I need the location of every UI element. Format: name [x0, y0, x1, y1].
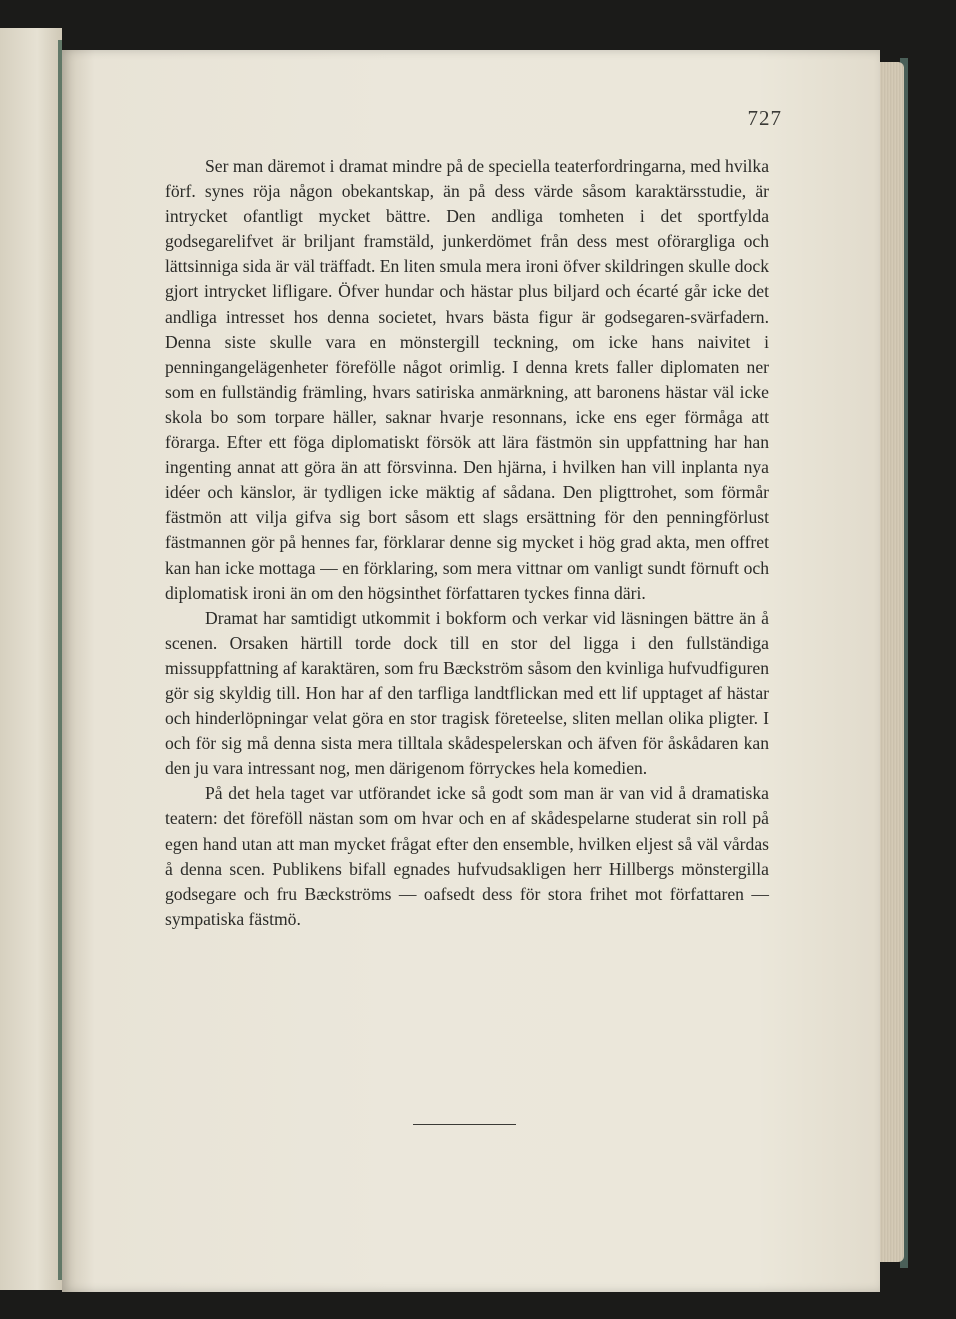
- section-end-rule: [413, 1124, 516, 1125]
- stacked-page-edges: [878, 62, 904, 1262]
- paragraph-1: Ser man däremot i dramat mindre på de speciella teaterfordringarna, med hvilka förf. synes röja någon obekantskap, än på dess värde såsom karaktärsstudie, är intrycket ofantligt mycket bättre. Den andliga tomheten i det sportfylda godsegarelifvet är briljant framstäld, junkerdömet från dess mest oförargliga och lättsinniga sida är väl träffadt. En liten smula mera ironi öfver skildringen skulle dock gjort intrycket lifligare. Öfver hundar och hästar plus biljard och écarté går icke det andliga intresset hos denna societet, hvars bästa figur är godsegaren-svärfadern. Denna siste skulle vara en mönstergill teckning, om icke hans naivitet i penningangelägenheter förefölle något orimlig. I denna krets faller diplomaten ner som en fullständig främling, hvars satiriska anmärkning, att baronens hästar väl icke skola bo som torpare häller, saknar hvarje resonnans, icke ens eger förmåga att förarga. Efter ett föga diplomatiskt försök att lära fästmön sin uppfattning har han ingenting annat att göra än att försvinna. Den hjärna, i hvilken han vill inplanta nya idéer och känslor, är tydligen icke mäktig af sådana. Den pligttrohet, som förmår fästmön att vilja gifva sig bort såsom ett slags ersättning för den penningförlust fästmannen gör på hennes far, förklarar denne sig mycket i hög grad akta, men offret kan han icke mottaga — en förklaring, som mera vittnar om vanligt sundt förnuft och diplomatisk ironi än om den högsinthet författaren tyckes finna däri.: [165, 156, 769, 603]
- page-body: [165, 154, 769, 932]
- left-page: [0, 28, 62, 1290]
- paragraph-3: På det hela taget var utförandet icke så godt som man är van vid å dramatiska teatern: det föreföll nästan som om hvar och en af skådespelarne studerat sin roll på egen hand utan att man mycket frågat efter den ensemble, hvilken eljest så väl vårdas å denna scen. Publikens bifall egnades hufvudsakligen herr Hillbergs mönstergilla godsegare och fru Bæckströms — oafsedt dess för stora frihet mot författaren — sympatiska fästmö.: [165, 783, 769, 929]
- page-number: 727: [747, 106, 782, 130]
- paragraph-2: Dramat har samtidigt utkommit i bokform och verkar vid läsningen bättre än å scenen. Orsaken härtill torde dock till en stor del ligga i den fullständiga missuppfattning af karaktären, som fru Bæckström såsom den kvinliga hufvudfiguren gör sig skyldig till. Hon har af den tarfliga landtflickan med ett lif upptaget af hästar och hinderlöpningar velat göra en stor tragisk företeelse, sliten mellan olika pligter. I och för sig må denna sista mera tilltala skådespelerskan och äfven för åskådaren kan den ju vara intressant nog, men därigenom förryckes hela komedien.: [165, 607, 769, 779]
